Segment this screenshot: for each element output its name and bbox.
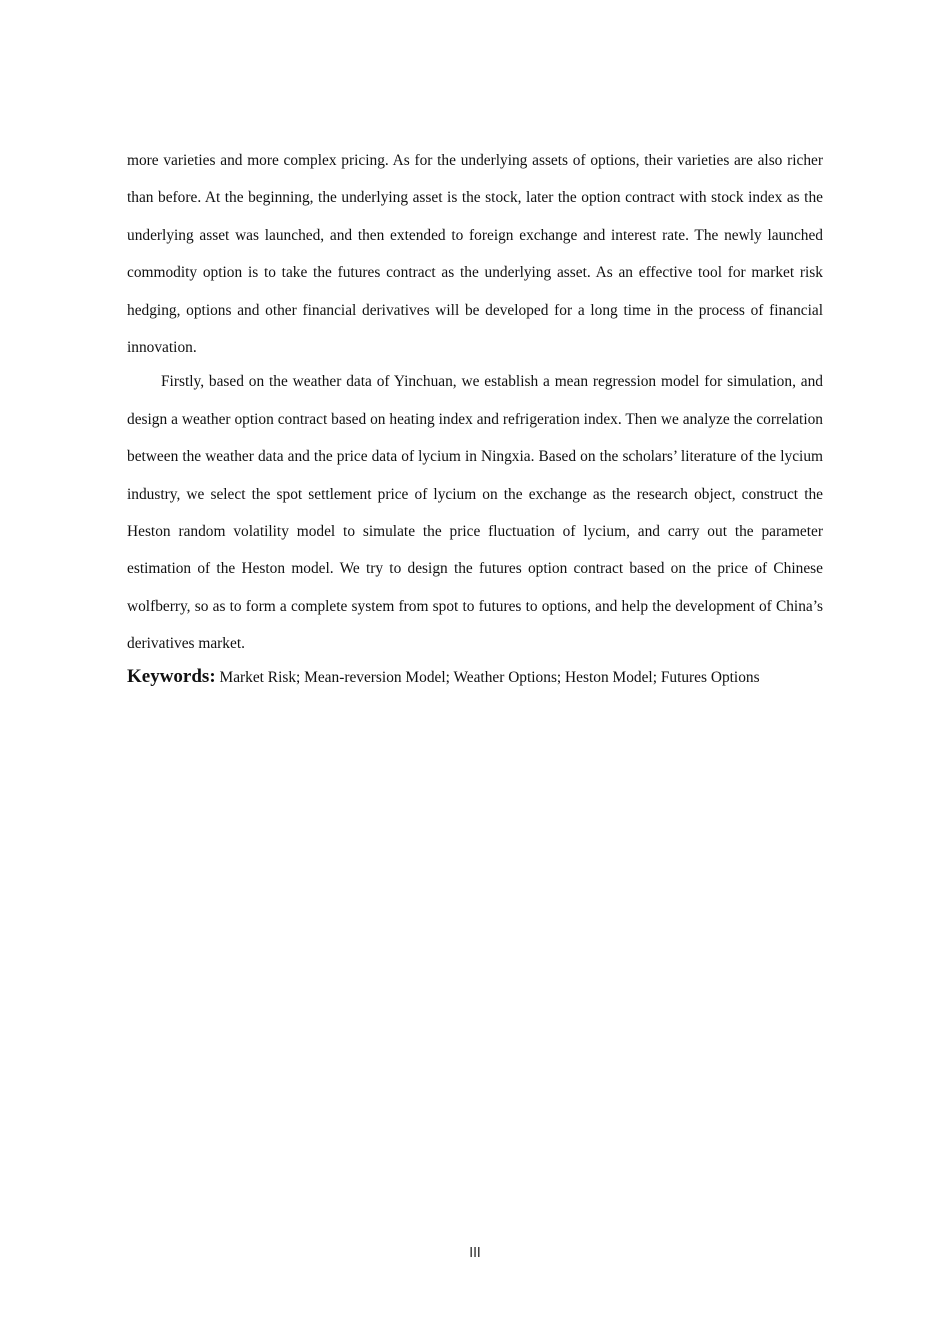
keywords-list: Market Risk; Mean-reversion Model; Weather Options; Heston Model; Futures Options <box>219 668 760 686</box>
page-body <box>127 142 823 695</box>
keywords-line <box>127 660 823 695</box>
keywords-label: Keywords: <box>127 665 216 687</box>
page-number: III <box>469 1246 481 1261</box>
abstract-paragraph-methods: Firstly, based on the weather data of Yinchuan, we establish a mean regression model for simulation, and design a weather option contract based on heating index and refrigeration index. Then we analyze the correlation between the weather data and the price data of lycium in Ningxia. Based on the scholars’ literature of the lycium industry, we select the spot settlement price of lycium on the exchange as the research object, construct the Heston random volatility model to simulate the price fluctuation of lycium, and carry out the parameter estimation of the Heston model. We try to design the futures option contract based on the price of Chinese wolfberry, so as to form a complete system from spot to futures to options, and help the development of China’s derivatives market. <box>127 373 823 653</box>
abstract-paragraph-continued: more varieties and more complex pricing. As for the underlying assets of options, their varieties are also richer than before. At the beginning, the underlying asset is the stock, later the option contract with stock index as the underlying asset was launched, and then extended to foreign exchange and interest rate. The newly launched commodity option is to take the futures contract as the underlying asset. As an effective tool for market risk hedging, options and other financial derivatives will be developed for a long time in the process of financial innovation. <box>127 152 823 357</box>
